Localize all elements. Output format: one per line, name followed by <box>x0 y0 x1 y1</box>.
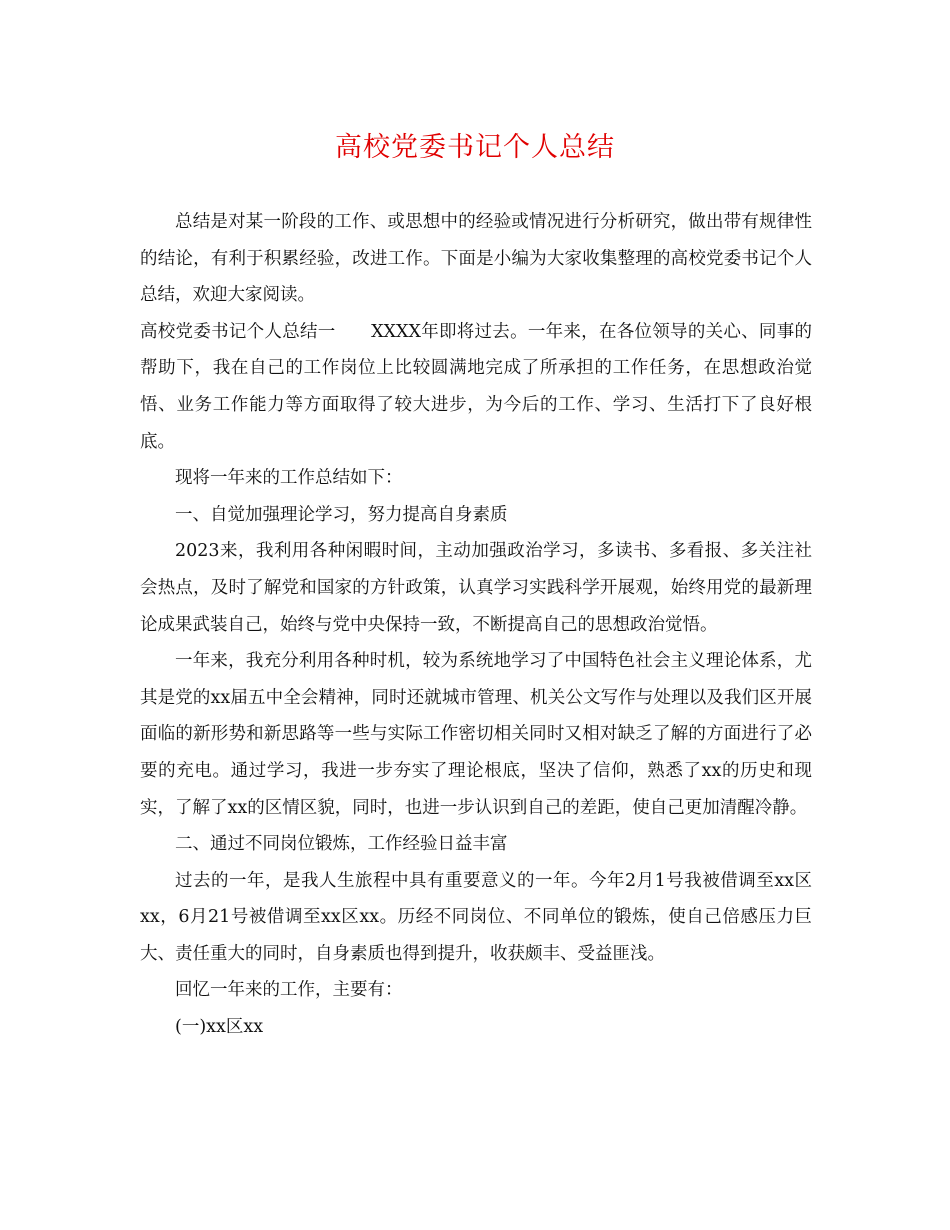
body-paragraph: 一年来，我充分利用各种时机，较为系统地学习了中国特色社会主义理论体系，尤其是党的xx届五中全会精神，同时还就城市管理、机关公文写作与处理以及我们区开展面临的新形势和新思路等一些与实际工作密切相关同时又相对缺乏了解的方面进行了必要的充电。通过学习，我进一步夯实了理论根底，坚决了信仰，熟悉了xx的历史和现实，了解了xx的区情区貌，同时，也进一步认识到自己的差距，使自己更加清醒冷静。 <box>140 651 812 818</box>
document-title: 高校党委书记个人总结 <box>335 132 615 163</box>
section-heading-1: 一、自觉加强理论学习，努力提高自身素质 <box>175 504 508 525</box>
document-body <box>140 204 812 1046</box>
body-paragraph: 过去的一年，是我人生旅程中具有重要意义的一年。今年2月1号我被借调至xx区xx，6月21号被借调至xx区xx。历经不同岗位、不同单位的锻炼，使自己倍感压力巨大、责任重大的同时，自身素质也得到提升，收获颇丰、受益匪浅。 <box>140 870 812 964</box>
section-heading-2: 二、通过不同岗位锻炼，工作经验日益丰富 <box>175 834 508 855</box>
body-paragraph: 2023来，我利用各种闲暇时间，主动加强政治学习，多读书、多看报、多关注社会热点，及时了解党和国家的方针政策，认真学习实践科学开展观，始终用党的最新理论成果武装自己，始终与党中央保持一致，不断提高自己的思想政治觉悟。 <box>140 541 812 635</box>
overview-line: 现将一年来的工作总结如下： <box>175 468 403 489</box>
intro-paragraph: 总结是对某一阶段的工作、或思想中的经验或情况进行分析研究，做出带有规律性的结论，有利于积累经验，改进工作。下面是小编为大家收集整理的高校党委书记个人总结，欢迎大家阅读。 <box>140 212 812 306</box>
summary-one-paragraph: 高校党委书记个人总结一 XXXX年即将过去。一年来，在各位领导的关心、同事的帮助下，我在自己的工作岗位上比较圆满地完成了所承担的工作任务，在思想政治觉悟、业务工作能力等方面取得了较大进步，为今后的工作、学习、生活打下了良好根底。 <box>140 321 812 452</box>
subsection-heading: (一)xx区xx <box>175 1017 264 1038</box>
review-line: 回忆一年来的工作，主要有： <box>175 980 403 1001</box>
